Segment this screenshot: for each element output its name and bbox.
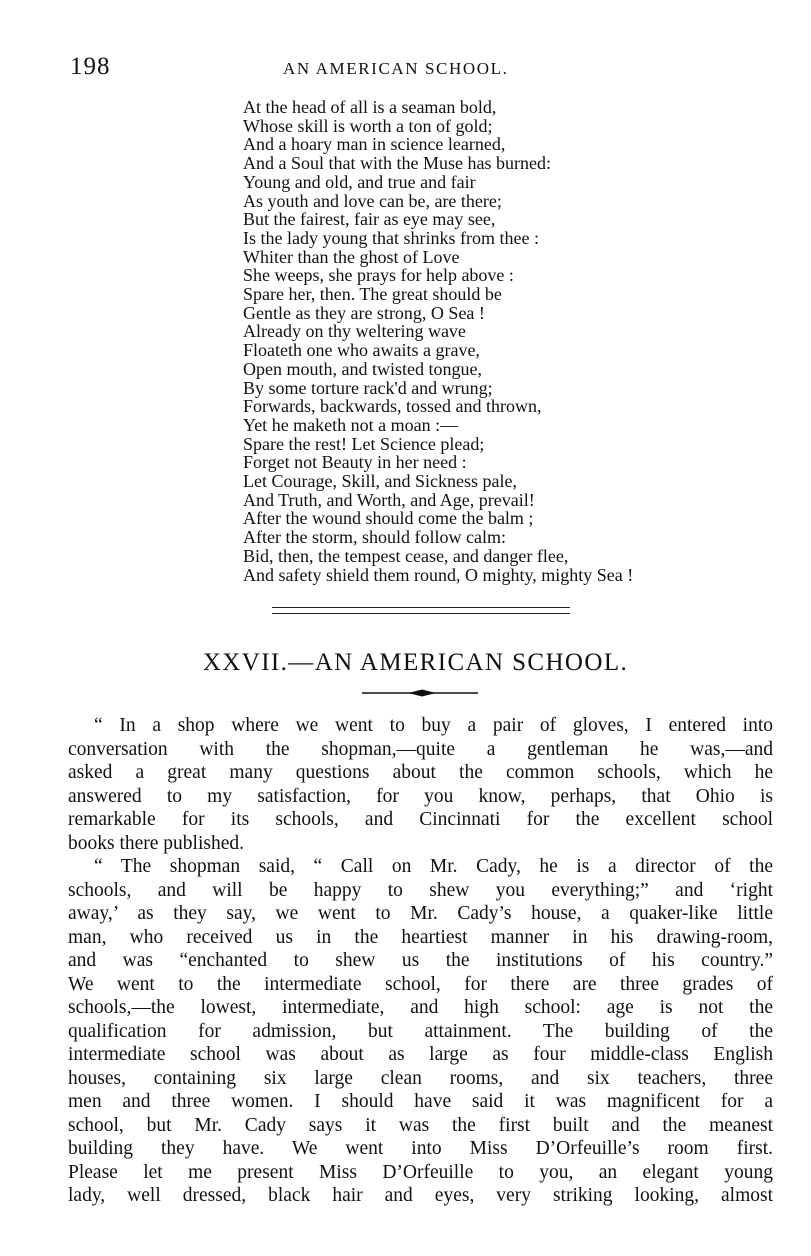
text-line: remarkable for its schools, and Cincinnati for the excellent school <box>68 809 773 830</box>
section-heading: XXVII.—AN AMERICAN SCHOOL. <box>202 649 629 676</box>
text-line: schools, and will be happy to shew you everything;” and ‘right <box>68 879 773 901</box>
poem-line: Let Courage, Skill, and Sickness pale, <box>243 471 517 492</box>
ornament-dash-icon <box>360 686 480 700</box>
poem-line: And a hoary man in science learned, <box>243 134 506 155</box>
poem-line: Forwards, backwards, tossed and thrown, <box>243 396 542 417</box>
poem-line: After the storm, should follow calm: <box>243 527 506 548</box>
poem-line: Already on thy weltering wave <box>243 321 466 342</box>
text-line: qualification for admission, but attainment. The building of the <box>68 1020 773 1042</box>
text-line: “ The shopman said, “ Call on Mr. Cady, he is a director of the <box>94 856 773 877</box>
running-head: AN AMERICAN SCHOOL. <box>283 59 509 78</box>
poem-line: At the head of all is a seaman bold, <box>243 97 497 117</box>
text-line: school, but Mr. Cady says it was the first built and the meanest <box>68 1114 773 1136</box>
text-line: conversation with the shopman,—quite a gentleman he was,—and <box>68 738 773 760</box>
poem-line: Yet he maketh not a moan :— <box>243 414 459 435</box>
poem-line: But the fairest, fair as eye may see, <box>243 209 496 230</box>
text-line: Please let me present Miss D’Orfeuille to you, an elegant young <box>68 1161 773 1183</box>
poem-line: She weeps, she prays for help above : <box>243 265 514 286</box>
section-divider-rule <box>272 607 570 608</box>
section-divider-rule <box>272 613 570 614</box>
poem-line: Gentle as they are strong, O Sea ! <box>243 302 485 323</box>
poem-line: As youth and love can be, are there; <box>243 190 502 211</box>
poem-line: Bid, then, the tempest cease, and danger flee, <box>243 545 569 566</box>
poem-line: Spare the rest! Let Science plead; <box>243 433 485 454</box>
poem-line: Forget not Beauty in her need : <box>243 452 467 473</box>
text-line: houses, containing six large clean rooms, and six teachers, three <box>68 1067 773 1089</box>
poem-line: Spare her, then. The great should be <box>243 284 502 305</box>
poem-line: And Truth, and Worth, and Age, prevail! <box>243 489 535 510</box>
poem-line: And a Soul that with the Muse has burned: <box>243 153 551 174</box>
text-line: schools,—the lowest, intermediate, and high school: age is not the <box>68 997 773 1018</box>
text-line: answered to my satisfaction, for you know, perhaps, that Ohio is <box>68 785 773 807</box>
poem-line: Whiter than the ghost of Love <box>243 246 460 267</box>
poem-line: By some torture rack'd and wrung; <box>243 377 493 398</box>
poem-line: And safety shield them round, O mighty, mighty Sea ! <box>243 564 634 585</box>
page-number: 198 <box>70 53 111 80</box>
text-line: We went to the intermediate school, for there are three grades of <box>68 973 773 995</box>
text-line: lady, well dressed, black hair and eyes, very striking looking, almost <box>68 1185 773 1206</box>
body-text <box>68 714 773 1208</box>
text-line: asked a great many questions about the common schools, which he <box>68 762 773 783</box>
poem <box>243 98 803 584</box>
text-line: men and three women. I should have said it was magnificent for a <box>68 1091 773 1112</box>
poem-line: Is the lady young that shrinks from thee : <box>243 227 539 248</box>
poem-line: Floateth one who awaits a grave, <box>243 340 480 361</box>
poem-line: Open mouth, and twisted tongue, <box>243 358 482 379</box>
text-line: and was “enchanted to shew us the institutions of his country.” <box>68 950 773 971</box>
text-line: books there published. <box>68 832 245 854</box>
poem-line: Young and old, and true and fair <box>243 171 476 192</box>
text-line: intermediate school was about as large as four middle-class English <box>68 1044 773 1065</box>
poem-line: Whose skill is worth a ton of gold; <box>243 115 493 136</box>
text-line: away,’ as they say, we went to Mr. Cady’s house, a quaker-like little <box>68 903 773 924</box>
text-line: “ In a shop where we went to buy a pair of gloves, I entered into <box>94 715 773 736</box>
text-line: building they have. We went into Miss D’Orfeuille’s room first. <box>68 1138 773 1159</box>
text-line: man, who received us in the heartiest manner in his drawing-room, <box>68 926 773 948</box>
poem-line: After the wound should come the balm ; <box>243 508 534 529</box>
